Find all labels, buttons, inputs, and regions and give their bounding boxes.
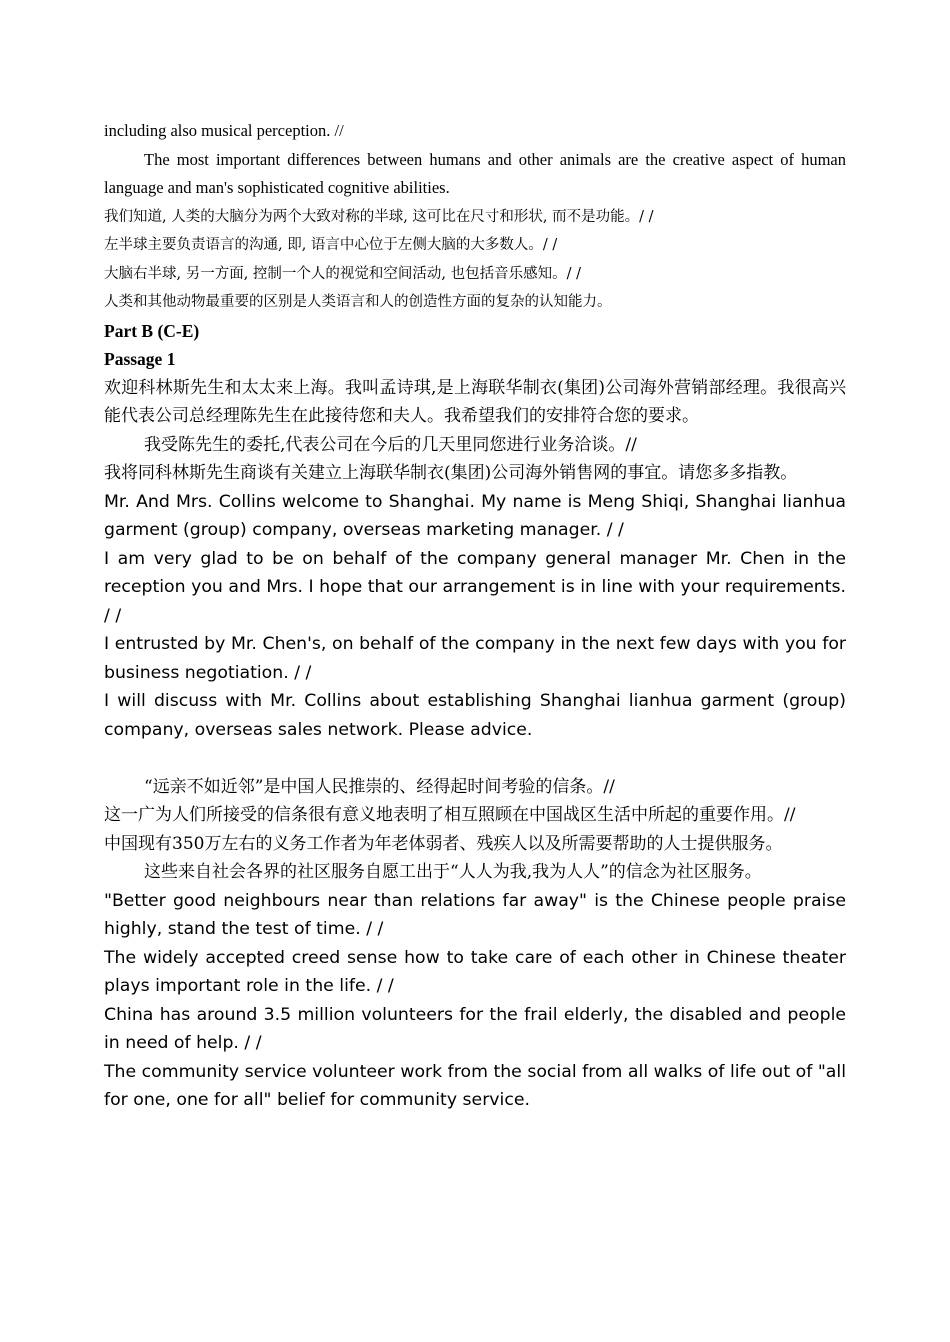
paragraph-spacer [104, 744, 846, 773]
part-a-chinese-line: 人类和其他动物最重要的区别是人类语言和人的创造性方面的复杂的认知能力。 [104, 294, 612, 310]
passage-2-chinese-paragraph: 中国现有350万左右的义务工作者为年老体弱者、残疾人以及所需要帮助的人士提供服务。 [104, 833, 783, 854]
passage-heading: Passage 1 [104, 349, 176, 369]
passage-1-english-paragraph: Mr. And Mrs. Collins welcome to Shanghai. My name is Meng Shiqi, Shanghai lianhua garment (group) company, overseas marketing manager. / / [104, 491, 846, 540]
passage-2-chinese-paragraph: “远亲不如近邻”是中国人民推崇的、经得起时间考验的信条。// [144, 776, 615, 797]
passage-2-chinese-paragraph: 这一广为人们所接受的信条很有意义地表明了相互照顾在中国战区生活中所起的重要作用。// [104, 805, 796, 825]
passage-2-chinese-paragraph: 这些来自社会各界的社区服务自愿工出于“人人为我,我为人人”的信念为社区服务。 [144, 862, 762, 882]
passage-2-english-paragraph: "Better good neighbours near than relations far away" is the Chinese people praise highly, stand the test of time. / / [104, 890, 846, 939]
passage-2-english-paragraph: The widely accepted creed sense how to take care of each other in Chinese theater plays important role in the life. / / [104, 947, 846, 996]
document-page [104, 117, 846, 1115]
part-a-continuation: including also musical perception. // [104, 121, 344, 140]
passage-1-english-paragraph: I am very glad to be on behalf of the company general manager Mr. Chen in the reception you and Mrs. I hope that our arrangement is in line with your requirements. / / [104, 548, 846, 626]
passage-1-chinese-paragraph: 我将同科林斯先生商谈有关建立上海联华制衣(集团)公司海外销售网的事宜。请您多多指教。 [104, 463, 798, 483]
part-a-chinese-line: 大脑右半球, 另一方面, 控制一个人的视觉和空间活动, 也包括音乐感知。/ / [104, 265, 582, 282]
part-a-english-paragraph: The most important differences between humans and other animals are the creative aspect of human language and man's sophisticated cognitive abilities. [104, 149, 846, 197]
passage-2-english-paragraph: China has around 3.5 million volunteers for the frail elderly, the disabled and people in need of help. / / [104, 1004, 846, 1053]
passage-1-english-paragraph: I entrusted by Mr. Chen's, on behalf of the company in the next few days with you for business negotiation. / / [104, 634, 846, 683]
passage-1-chinese-paragraph: 我受陈先生的委托,代表公司在今后的几天里同您进行业务洽谈。// [144, 434, 637, 455]
passage-1-english-paragraph: I will discuss with Mr. Collins about establishing Shanghai lianhua garment (group) company, overseas sales network. Please advice. [104, 691, 846, 740]
part-a-chinese-line: 我们知道, 人类的大脑分为两个大致对称的半球, 这可比在尺寸和形状, 而不是功能。/ / [104, 208, 654, 225]
part-a-chinese-line: 左半球主要负责语言的沟通, 即, 语言中心位于左侧大脑的大多数人。/ / [104, 237, 558, 253]
passage-2-english-paragraph: The community service volunteer work from the social from all walks of life out of "all for one, one for all" belief for community service. [104, 1061, 846, 1110]
part-b-heading: Part B (C-E) [104, 320, 200, 341]
passage-1-chinese-paragraph: 欢迎科林斯先生和太太来上海。我叫孟诗琪,是上海联华制衣(集团)公司海外营销部经理。我很高兴能代表公司总经理陈先生在此接待您和夫人。我希望我们的安排符合您的要求。 [104, 377, 846, 426]
